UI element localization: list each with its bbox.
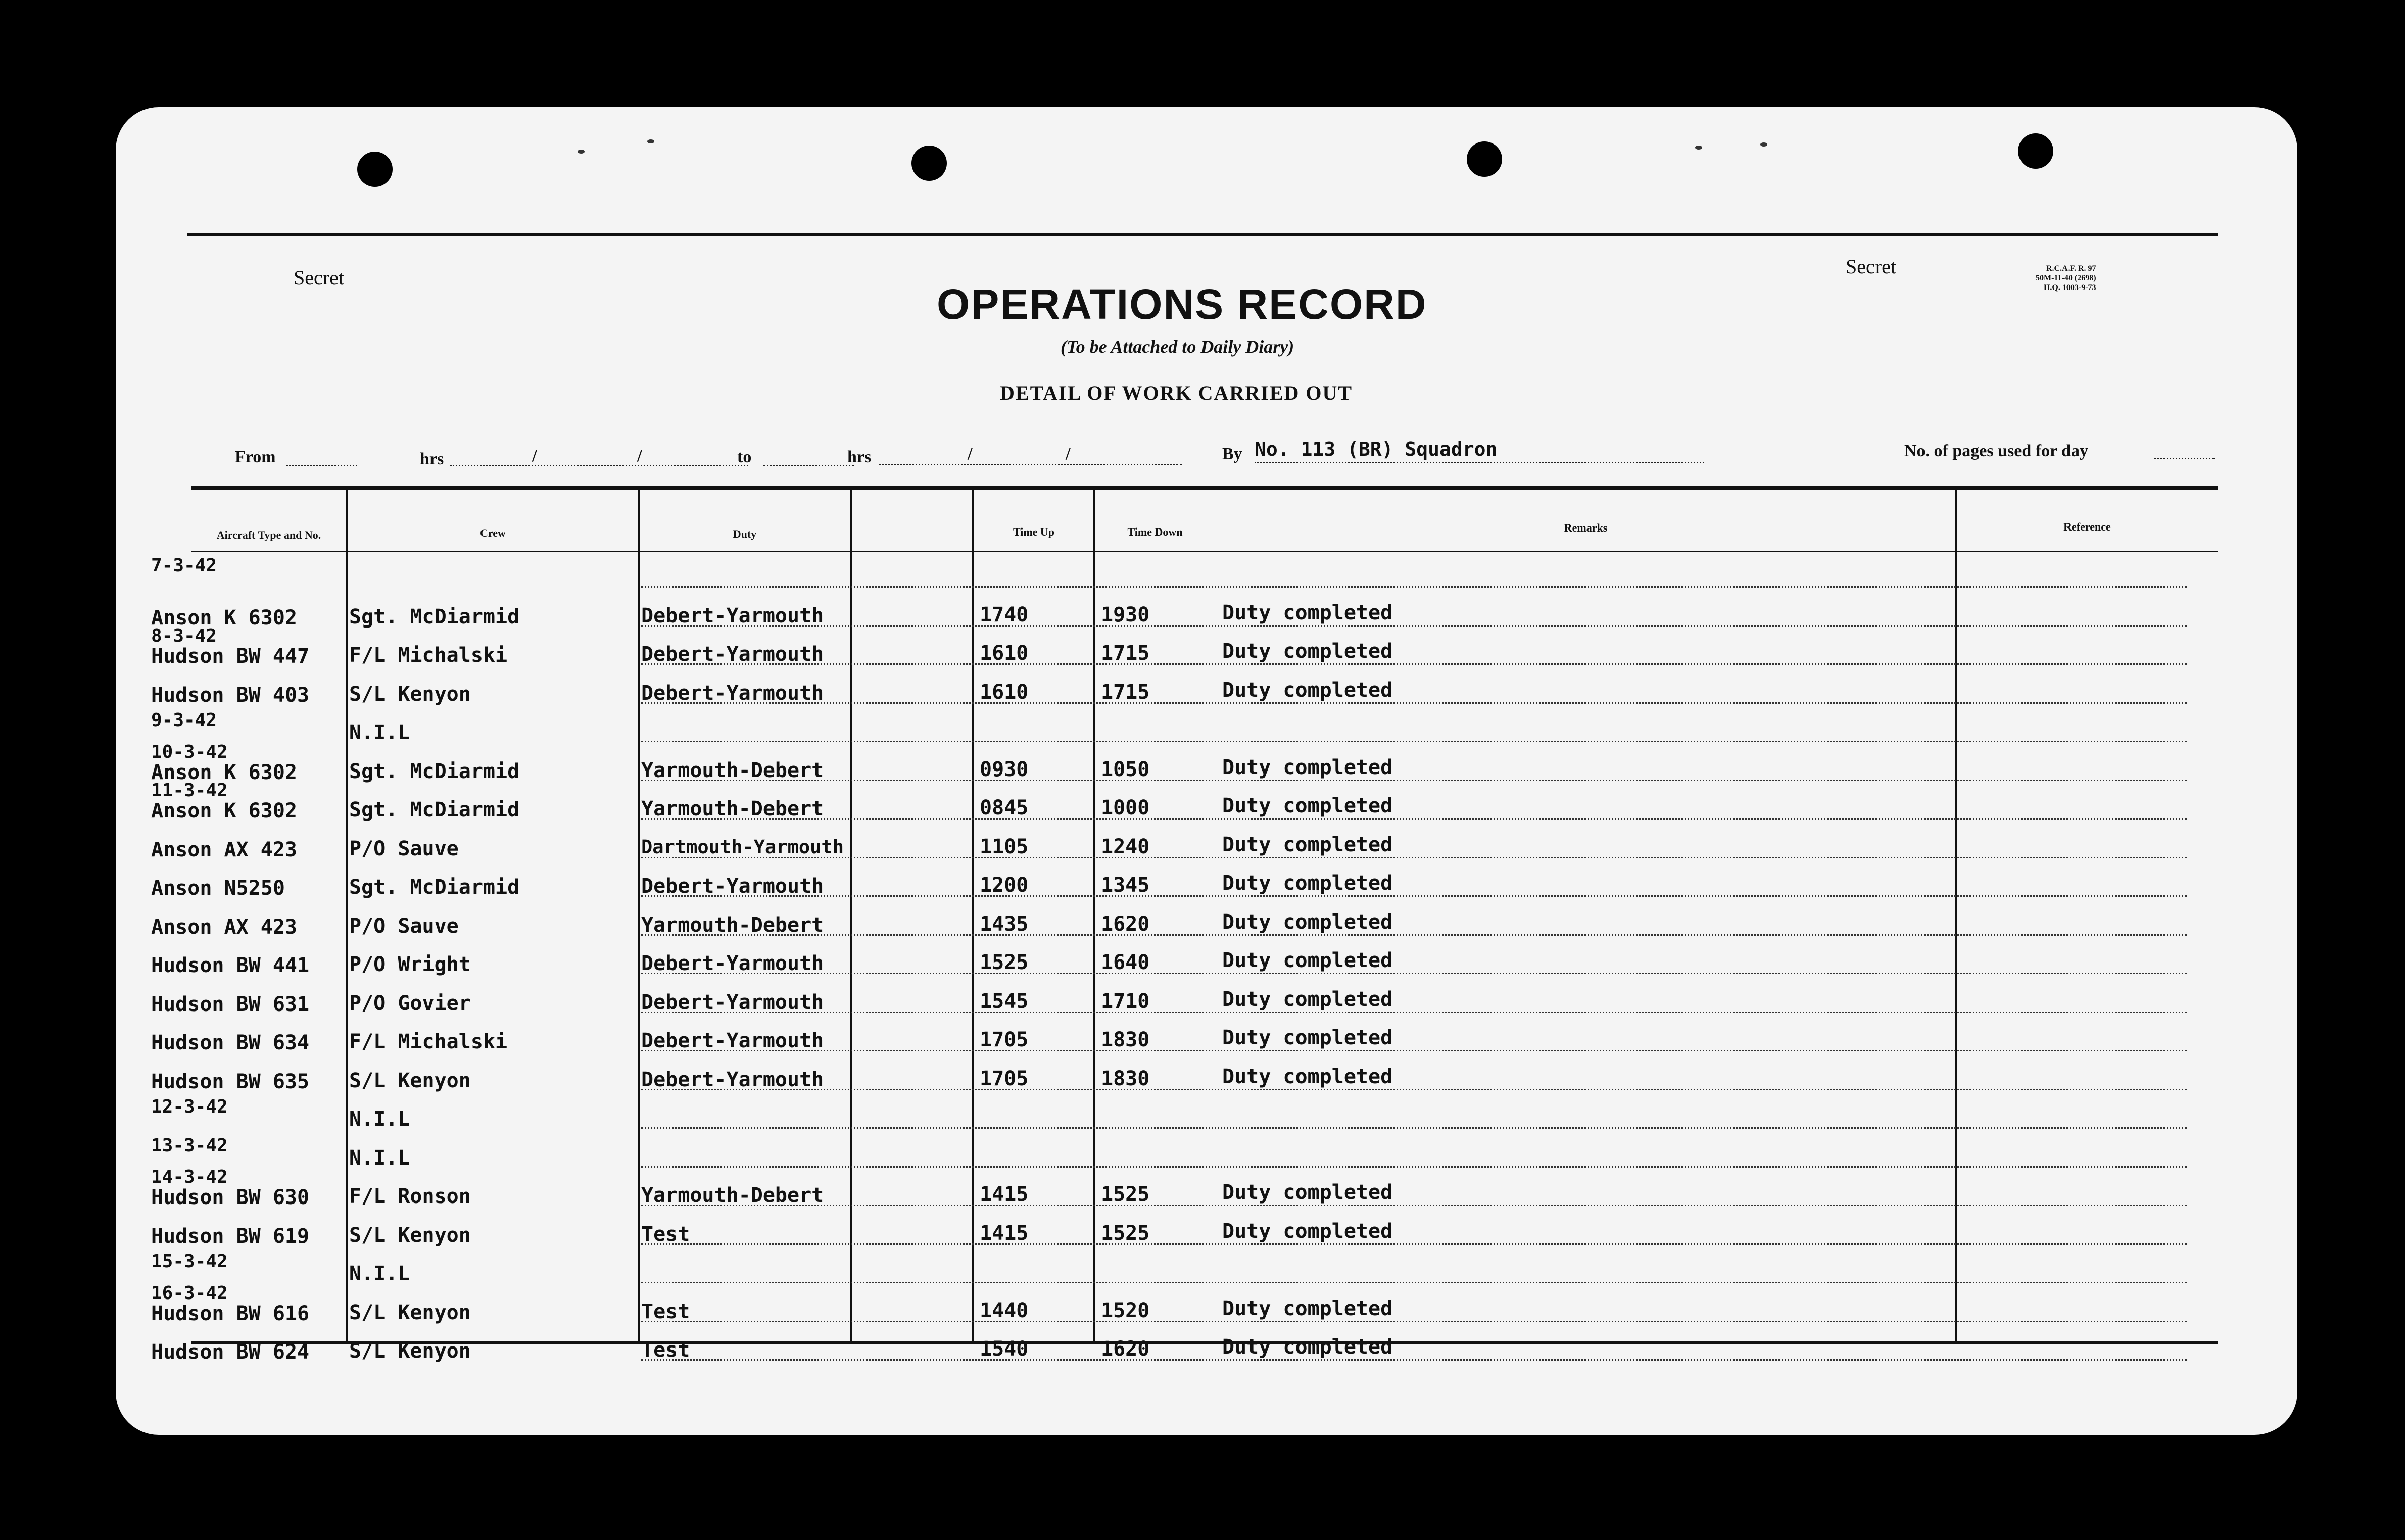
punch-hole (357, 152, 393, 187)
date-cell: 9-3-42 (151, 710, 217, 731)
time-up-cell: 1610 (980, 642, 1029, 665)
row-rule (641, 1282, 2187, 1283)
aircraft-cell: Hudson BW 630 (151, 1186, 310, 1209)
time-up-cell: 1200 (980, 874, 1029, 897)
speck (1760, 142, 1767, 147)
aircraft-cell: Hudson BW 635 (151, 1070, 310, 1093)
row-rule (641, 973, 2187, 974)
row-rule (641, 895, 2187, 897)
aircraft-cell: Hudson BW 631 (151, 993, 310, 1016)
crew-cell: S/L Kenyon (349, 1301, 471, 1324)
aircraft-cell: Hudson BW 634 (151, 1031, 310, 1054)
remarks-cell: Duty completed (1222, 1181, 1393, 1204)
row-rule (641, 741, 2187, 742)
duty-cell: Debert-Yarmouth (641, 875, 824, 898)
page-subtitle: (To be Attached to Daily Diary) (1061, 336, 1294, 357)
from-blank (286, 465, 357, 466)
operations-record-card (116, 107, 2297, 1435)
date-cell: 8-3-42 (151, 625, 217, 646)
time-down-cell: 1000 (1101, 796, 1150, 820)
remarks-cell: Duty completed (1222, 756, 1393, 779)
time-up-cell: 1105 (980, 835, 1029, 858)
secret-right-label: Secret (1846, 255, 1896, 278)
remarks-cell: Duty completed (1222, 679, 1393, 702)
hrs-label-2: hrs (847, 448, 872, 466)
crew-cell: S/L Kenyon (349, 1069, 471, 1092)
remarks-cell: Duty completed (1222, 833, 1393, 856)
remarks-cell: Duty completed (1222, 988, 1393, 1011)
col-divider-remarks (1955, 489, 1957, 1341)
crew-cell: Sgt. McDiarmid (349, 605, 520, 629)
form-ref-line-3: H.Q. 1003-9-73 (2043, 283, 2096, 293)
time-down-cell: 1620 (1101, 912, 1150, 936)
duty-cell: Debert-Yarmouth (641, 1068, 824, 1091)
duty-cell: Debert-Yarmouth (641, 604, 824, 628)
duty-cell: Yarmouth-Debert (641, 1184, 824, 1207)
aircraft-cell: Anson AX 423 (151, 838, 297, 861)
col-divider-aircraft (346, 489, 348, 1341)
remarks-cell: Duty completed (1222, 910, 1393, 934)
crew-cell: P/O Govier (349, 992, 471, 1015)
date-cell: 10-3-42 (151, 742, 228, 762)
time-down-cell: 1620 (1101, 1337, 1150, 1361)
aircraft-cell: Anson K 6302 (151, 761, 297, 784)
time-down-cell: 1715 (1101, 681, 1150, 704)
duty-cell: Debert-Yarmouth (641, 991, 824, 1014)
duty-cell: Test (641, 1338, 690, 1362)
duty-cell: Dartmouth-Yarmouth (641, 836, 844, 858)
col-header-remarks: Remarks (1564, 521, 1608, 534)
remarks-cell: Duty completed (1222, 794, 1393, 817)
row-rule (641, 1050, 2187, 1051)
form-ref-line-1: R.C.A.F. R. 97 (2046, 264, 2096, 273)
col-header-crew: Crew (480, 526, 506, 539)
duty-cell: Debert-Yarmouth (641, 682, 824, 705)
hrs-label-1: hrs (420, 450, 444, 468)
col-divider-timeup (972, 489, 974, 1341)
time-up-cell: 0845 (980, 796, 1029, 820)
date-cell: 12-3-42 (151, 1096, 228, 1117)
crew-cell: Sgt. McDiarmid (349, 798, 520, 822)
speck (647, 139, 654, 143)
aircraft-cell: Hudson BW 403 (151, 684, 310, 707)
time-down-cell: 1050 (1101, 758, 1150, 781)
aircraft-cell: Anson N5250 (151, 877, 285, 900)
col-header-reference: Reference (2063, 520, 2111, 533)
time-down-cell: 1930 (1101, 603, 1150, 627)
crew-cell: F/L Michalski (349, 1030, 508, 1053)
duty-cell: Yarmouth-Debert (641, 913, 824, 937)
crew-cell: S/L Kenyon (349, 1224, 471, 1247)
row-rule (641, 818, 2187, 820)
remarks-cell: Duty completed (1222, 1297, 1393, 1320)
col-divider-timedown (1093, 489, 1095, 1341)
row-rule (641, 857, 2187, 858)
to-blank (763, 465, 854, 466)
col-divider-duty (850, 489, 852, 1341)
date-cell: 16-3-42 (151, 1283, 228, 1304)
row-rule (641, 625, 2187, 627)
col-header-duty: Duty (733, 527, 757, 540)
punch-hole (911, 146, 947, 181)
duty-cell: Debert-Yarmouth (641, 952, 824, 975)
col-header-time-down: Time Down (1127, 525, 1183, 538)
slash-1: / (532, 447, 537, 465)
crew-cell: P/O Sauve (349, 837, 459, 860)
time-up-cell: 0930 (980, 758, 1029, 781)
crew-cell: P/O Sauve (349, 915, 459, 938)
to-label: to (737, 448, 752, 466)
time-up-cell: 1705 (980, 1028, 1029, 1051)
crew-cell: S/L Kenyon (349, 1339, 471, 1363)
crew-cell: N.I.L (349, 1146, 410, 1170)
row-rule (641, 1205, 2187, 1206)
remarks-cell: Duty completed (1222, 1026, 1393, 1049)
remarks-cell: Duty completed (1222, 640, 1393, 663)
row-rule (641, 934, 2187, 936)
row-rule (641, 1321, 2187, 1322)
duty-cell: Debert-Yarmouth (641, 643, 824, 666)
row-rule (641, 1166, 2187, 1168)
crew-cell: N.I.L (349, 1262, 410, 1285)
time-down-cell: 1830 (1101, 1067, 1150, 1090)
duty-cell: Debert-Yarmouth (641, 1029, 824, 1052)
top-rule (187, 233, 2218, 236)
date-cell: 11-3-42 (151, 780, 228, 801)
row-rule (641, 1089, 2187, 1090)
aircraft-cell: Hudson BW 624 (151, 1340, 310, 1364)
crew-cell: Sgt. McDiarmid (349, 876, 520, 899)
squadron-value: No. 113 (BR) Squadron (1255, 438, 1498, 460)
by-label: By (1222, 445, 1242, 463)
row-rule (641, 586, 2187, 588)
time-down-cell: 1525 (1101, 1183, 1150, 1206)
date-cell: 14-3-42 (151, 1167, 228, 1187)
time-down-cell: 1715 (1101, 642, 1150, 665)
time-up-cell: 1415 (980, 1222, 1029, 1245)
crew-cell: S/L Kenyon (349, 683, 471, 706)
col-header-time-up: Time Up (1013, 525, 1055, 538)
remarks-cell: Duty completed (1222, 949, 1393, 972)
crew-cell: N.I.L (349, 721, 410, 744)
col-header-aircraft: Aircraft Type and No. (216, 528, 321, 541)
aircraft-cell: Hudson BW 619 (151, 1225, 310, 1248)
detail-heading: DETAIL OF WORK CARRIED OUT (1000, 381, 1353, 404)
header-underline (191, 551, 2218, 552)
table-top-rule (191, 486, 2218, 490)
remarks-cell: Duty completed (1222, 872, 1393, 895)
punch-hole (1467, 141, 1502, 177)
time-down-cell: 1240 (1101, 835, 1150, 858)
aircraft-cell: Anson K 6302 (151, 606, 297, 630)
form-reference (2036, 264, 2096, 293)
time-down-cell: 1640 (1101, 951, 1150, 974)
date-blank (450, 465, 748, 466)
duty-cell: Yarmouth-Debert (641, 759, 824, 782)
speck (1695, 146, 1702, 150)
remarks-cell: Duty completed (1222, 601, 1393, 624)
time-up-cell: 1540 (980, 1337, 1029, 1361)
row-rule (641, 1359, 2187, 1361)
row-rule (641, 702, 2187, 704)
time-up-cell: 1705 (980, 1067, 1029, 1090)
speck (578, 150, 585, 154)
time-down-cell: 1525 (1101, 1222, 1150, 1245)
secret-left-label: Secret (294, 266, 344, 289)
duty-cell: Yarmouth-Debert (641, 797, 824, 821)
time-up-cell: 1740 (980, 603, 1029, 627)
remarks-cell: Duty completed (1222, 1220, 1393, 1243)
form-ref-line-2: 50M-11-40 (2698) (2036, 274, 2096, 283)
row-rule (641, 663, 2187, 665)
row-rule (641, 1243, 2187, 1245)
slash-3: / (968, 445, 973, 463)
punch-hole (2018, 133, 2053, 169)
by-blank (1255, 462, 1704, 463)
time-down-cell: 1830 (1101, 1028, 1150, 1051)
aircraft-cell: Anson K 6302 (151, 799, 297, 823)
table-bottom-rule (191, 1341, 2218, 1344)
aircraft-cell: Hudson BW 447 (151, 645, 310, 668)
aircraft-cell: Hudson BW 441 (151, 954, 310, 977)
crew-cell: F/L Ronson (349, 1185, 471, 1208)
slash-2: / (637, 447, 642, 465)
time-up-cell: 1610 (980, 681, 1029, 704)
date-cell: 15-3-42 (151, 1251, 228, 1272)
crew-cell: N.I.L (349, 1108, 410, 1131)
date-blank-2 (879, 464, 1182, 465)
time-down-cell: 1710 (1101, 990, 1150, 1013)
row-rule (641, 1127, 2187, 1129)
crew-cell: Sgt. McDiarmid (349, 760, 520, 783)
page-title: OPERATIONS RECORD (937, 280, 1427, 328)
aircraft-cell: Hudson BW 616 (151, 1302, 310, 1325)
time-up-cell: 1525 (980, 951, 1029, 974)
from-label: From (235, 448, 276, 466)
crew-cell: P/O Wright (349, 953, 471, 976)
pages-blank (2154, 458, 2215, 459)
time-up-cell: 1440 (980, 1299, 1029, 1322)
remarks-cell: Duty completed (1222, 1065, 1393, 1088)
duty-cell: Test (641, 1223, 690, 1246)
row-rule (641, 780, 2187, 781)
time-down-cell: 1345 (1101, 874, 1150, 897)
date-cell: 7-3-42 (151, 555, 217, 576)
date-cell: 13-3-42 (151, 1135, 228, 1156)
aircraft-cell: Anson AX 423 (151, 916, 297, 939)
time-up-cell: 1545 (980, 990, 1029, 1013)
pages-label: No. of pages used for day (1904, 442, 2088, 460)
col-divider-crew (638, 489, 640, 1341)
time-down-cell: 1520 (1101, 1299, 1150, 1322)
row-rule (641, 1012, 2187, 1013)
time-up-cell: 1435 (980, 912, 1029, 936)
crew-cell: F/L Michalski (349, 644, 508, 667)
slash-4: / (1066, 445, 1071, 463)
time-up-cell: 1415 (980, 1183, 1029, 1206)
remarks-cell: Duty completed (1222, 1335, 1393, 1359)
duty-cell: Test (641, 1300, 690, 1323)
